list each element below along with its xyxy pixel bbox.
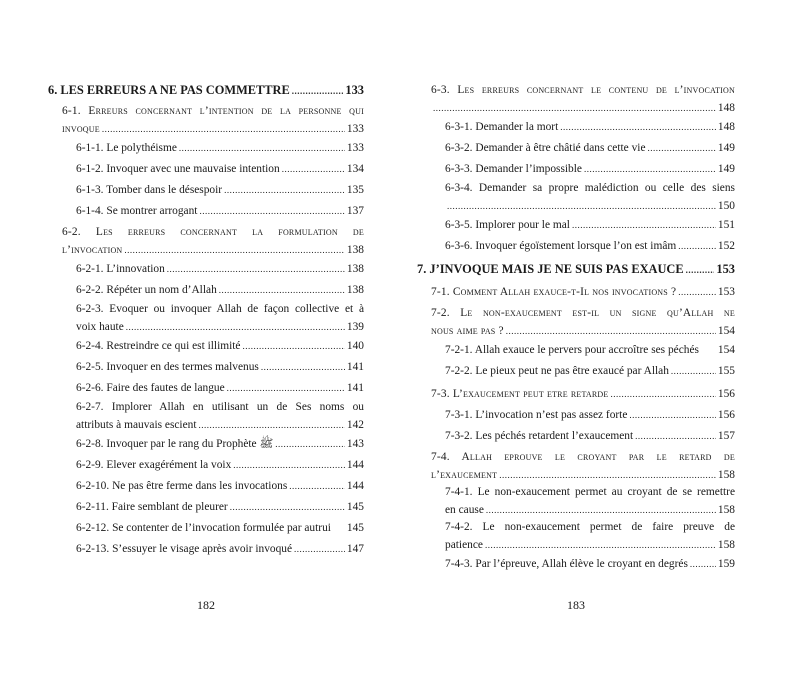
toc-entry <box>48 455 364 476</box>
leader-dots <box>499 466 716 484</box>
toc-page-number: 133 <box>345 83 364 97</box>
leader-dots <box>261 357 345 378</box>
toc-entry <box>48 159 364 180</box>
leader-dots <box>447 197 716 215</box>
toc-entry-title: 7-3-1. L’invocation n’est pas assez forte <box>445 409 628 421</box>
toc-entry-title: 6-2-9. Elever exagérément la voix <box>76 459 232 471</box>
toc-entry <box>48 357 364 378</box>
toc-entry-title-continued: attributs à mauvais escient <box>76 419 197 431</box>
toc-entry <box>417 449 735 484</box>
toc-entry-title: 7-3. L’exaucement peut etre retarde <box>431 388 609 400</box>
toc-entry-title: 7-2-1. Allah exauce le pervers pour accroître ses péchés <box>445 344 699 356</box>
leader-dots <box>671 361 716 382</box>
toc-entry <box>417 259 735 280</box>
toc-entry-title: 6-2. Les erreurs concernant la formulation de <box>62 226 364 238</box>
toc-entry <box>417 484 735 519</box>
toc-page-number: 133 <box>346 123 364 135</box>
toc-entry <box>48 280 364 301</box>
toc-entry-title: 6-3-5. Implorer pour le mal <box>445 219 570 231</box>
toc-page-number: 145 <box>346 501 364 513</box>
toc-entry-title: 6-2-11. Faire semblant de pleurer <box>76 501 228 513</box>
toc-page-number: 134 <box>346 163 364 175</box>
toc-entry-title: 6-3-1. Demander la mort <box>445 121 559 133</box>
table-of-contents-left <box>48 80 364 560</box>
leader-dots <box>167 259 345 280</box>
toc-page-number: 145 <box>346 522 364 534</box>
toc-entry <box>48 180 364 201</box>
toc-page-number: 156 <box>717 409 735 421</box>
toc-page-number: 137 <box>346 205 364 217</box>
toc-entry <box>417 117 735 138</box>
leader-dots <box>282 159 345 180</box>
toc-page-number: 151 <box>717 219 735 231</box>
toc-entry-title: 6-3. Les erreurs concernant le contenu de l’invocation <box>431 84 735 96</box>
leader-dots <box>686 260 715 281</box>
toc-entry-title: 6-1-2. Invoquer avec une mauvaise intention <box>76 163 280 175</box>
toc-entry-title: 6-1-3. Tomber dans le désespoir <box>76 184 223 196</box>
leader-dots <box>179 138 345 159</box>
toc-entry-title: 6-2-1. L’innovation <box>76 263 165 275</box>
toc-entry <box>48 80 364 101</box>
toc-entry <box>417 159 735 180</box>
toc-entry <box>417 236 735 257</box>
toc-entry-title-continued: l’invocation <box>62 244 123 256</box>
toc-entry-title: 6-1. Erreurs concernant l’intention de la personne qui <box>62 105 364 117</box>
page-number: 183 <box>567 598 585 612</box>
leader-dots <box>635 426 716 447</box>
toc-page-number: 138 <box>346 263 364 275</box>
toc-entry-title: 6-2-4. Restreindre ce qui est illimité <box>76 340 241 352</box>
toc-entry-title: 6-2-8. Invoquer par le rang du Prophète ﷺ <box>76 438 274 450</box>
leader-dots <box>610 384 715 405</box>
right-page <box>417 0 735 683</box>
toc-page-number: 158 <box>717 469 735 481</box>
toc-entry <box>417 305 735 340</box>
leader-dots <box>102 120 345 138</box>
toc-entry-title: 6. LES ERREURS A NE PAS COMMETTRE <box>48 83 290 97</box>
leader-dots <box>289 476 345 497</box>
toc-entry <box>417 340 735 361</box>
toc-page-number: 141 <box>346 382 364 394</box>
leader-dots <box>294 539 345 560</box>
toc-entry-title-continued: nous aime pas ? <box>431 325 504 337</box>
toc-page-number: 140 <box>346 340 364 352</box>
leader-dots <box>275 434 345 455</box>
toc-entry-title: 7-2-2. Le pieux peut ne pas être exaucé par Allah <box>445 365 669 377</box>
toc-entry-title-continued: voix haute <box>76 321 124 333</box>
leader-dots <box>227 378 345 399</box>
leader-dots <box>233 455 345 476</box>
toc-entry-title: 7-3-2. Les péchés retardent l’exaucement <box>445 430 634 442</box>
leader-dots <box>486 501 716 519</box>
leader-dots <box>219 280 345 301</box>
toc-page-number: 144 <box>346 459 364 471</box>
leader-dots <box>126 318 345 336</box>
toc-entry-title-continued: en cause <box>445 504 484 516</box>
toc-entry-title: 7-2. Le non-exaucement est-il un signe qu’Allah ne <box>431 307 735 319</box>
toc-entry <box>48 336 364 357</box>
leader-dots <box>629 405 716 426</box>
toc-entry-title: 6-3-2. Demander à être châtié dans cette vie <box>445 142 646 154</box>
toc-page-number: 158 <box>717 539 735 551</box>
toc-entry <box>48 201 364 222</box>
toc-entry <box>417 405 735 426</box>
toc-page-number: 155 <box>717 365 735 377</box>
leader-dots <box>224 180 345 201</box>
toc-entry-title: 6-3-4. Demander sa propre malédiction ou celle des siens <box>445 182 735 194</box>
toc-page-number: 149 <box>717 163 735 175</box>
page-number: 182 <box>197 598 215 612</box>
toc-page-number: 142 <box>346 419 364 431</box>
toc-page-number: 135 <box>346 184 364 196</box>
toc-entry-title: 7-4-1. Le non-exaucement permet au croyant de se remettre <box>445 486 735 498</box>
toc-entry-title: 7-4-2. Le non-exaucement permet de faire preuve de <box>445 521 735 533</box>
toc-entry <box>417 426 735 447</box>
toc-entry-title: 6-2-6. Faire des fautes de langue <box>76 382 225 394</box>
leader-dots <box>560 117 716 138</box>
toc-entry <box>48 259 364 280</box>
leader-dots <box>199 416 345 434</box>
leader-dots <box>230 497 345 518</box>
toc-entry <box>417 282 735 303</box>
toc-entry-title: 6-2-2. Répéter un nom d’Allah <box>76 284 217 296</box>
toc-entry <box>48 539 364 560</box>
toc-page-number: 156 <box>717 388 735 400</box>
toc-entry-title: 7-4-3. Par l’épreuve, Allah élève le croyant en degrés <box>445 558 688 570</box>
toc-entry <box>417 215 735 236</box>
toc-entry-title: 6-2-13. S’essuyer le visage après avoir invoqué <box>76 543 293 555</box>
toc-entry-title-continued: l’exaucement <box>431 469 498 481</box>
toc-entry <box>417 361 735 382</box>
toc-page-number: 159 <box>717 558 735 570</box>
leader-dots <box>678 282 716 303</box>
toc-page-number: 150 <box>717 200 735 212</box>
toc-page-number: 153 <box>717 286 735 298</box>
toc-page-number: 149 <box>717 142 735 154</box>
toc-entry <box>417 180 735 215</box>
toc-page-number: 144 <box>346 480 364 492</box>
toc-page-number: 147 <box>346 543 364 555</box>
toc-page-number: 158 <box>717 504 735 516</box>
leader-dots <box>199 201 344 222</box>
toc-entry-title: 6-1-1. Le polythéisme <box>76 142 177 154</box>
toc-entry <box>417 384 735 405</box>
toc-entry <box>48 518 364 539</box>
toc-page-number: 148 <box>717 102 735 114</box>
toc-entry <box>417 82 735 117</box>
left-page <box>48 0 364 683</box>
leader-dots <box>485 536 716 554</box>
leader-dots <box>584 159 716 180</box>
toc-entry <box>48 378 364 399</box>
leader-dots <box>243 336 345 357</box>
toc-entry <box>48 434 364 455</box>
toc-page-number: 143 <box>346 438 364 450</box>
toc-entry-title: 6-3-3. Demander l’impossible <box>445 163 582 175</box>
toc-page-number: 152 <box>717 240 735 252</box>
leader-dots <box>124 241 344 259</box>
leader-dots <box>678 236 716 257</box>
toc-page-number: 141 <box>346 361 364 373</box>
toc-page-number: 153 <box>716 262 735 276</box>
toc-entry-title: 6-1-4. Se montrer arrogant <box>76 205 198 217</box>
toc-page-number: 138 <box>346 244 364 256</box>
toc-entry <box>417 519 735 554</box>
leader-dots <box>690 554 716 575</box>
toc-entry <box>417 554 735 575</box>
toc-page-number: 154 <box>717 325 735 337</box>
toc-entry-title: 6-3-6. Invoquer égoïstement lorsque l’on est imâm <box>445 240 677 252</box>
toc-entry <box>48 138 364 159</box>
toc-entry-title: 6-2-7. Implorer Allah en utilisant un de Ses noms ou <box>76 401 364 413</box>
table-of-contents-right <box>417 80 735 575</box>
toc-entry <box>48 301 364 336</box>
toc-entry-title-continued: invoque <box>62 123 100 135</box>
toc-entry-title: 6-2-5. Invoquer en des termes malvenus <box>76 361 259 373</box>
toc-entry-title: 6-2-12. Se contenter de l’invocation formulée par autrui <box>76 522 331 534</box>
toc-entry-title: 6-2-10. Ne pas être ferme dans les invocations <box>76 480 288 492</box>
toc-entry-title: 7-4. Allah eprouve le croyant par le retard de <box>431 451 735 463</box>
leader-dots <box>648 138 716 159</box>
toc-entry-title-continued: patience <box>445 539 483 551</box>
toc-entry <box>48 399 364 434</box>
leader-dots <box>433 99 716 117</box>
leader-dots <box>506 322 716 340</box>
toc-page-number: 138 <box>346 284 364 296</box>
toc-page-number: 139 <box>346 321 364 333</box>
toc-entry <box>417 138 735 159</box>
toc-entry <box>48 224 364 259</box>
toc-entry <box>48 497 364 518</box>
toc-entry-title: 7. J’INVOQUE MAIS JE NE SUIS PAS EXAUCE <box>417 262 684 276</box>
leader-dots <box>292 81 344 102</box>
toc-entry-title: 6-2-3. Evoquer ou invoquer Allah de façon collective et à <box>76 303 364 315</box>
toc-entry <box>48 103 364 138</box>
toc-page-number: 154 <box>717 344 735 356</box>
toc-entry <box>48 476 364 497</box>
toc-page-number: 157 <box>717 430 735 442</box>
toc-page-number: 133 <box>346 142 364 154</box>
toc-entry-title: 7-1. Comment Allah exauce-t-Il nos invocations ? <box>431 286 677 298</box>
toc-page-number: 148 <box>717 121 735 133</box>
leader-dots <box>572 215 716 236</box>
